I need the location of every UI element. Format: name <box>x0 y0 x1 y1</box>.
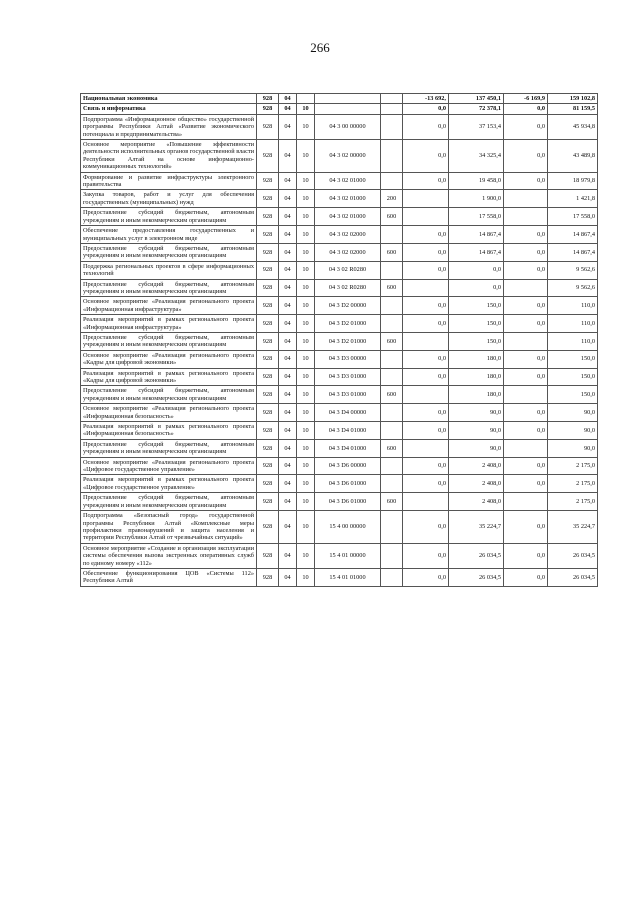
amount-total-2: 14 867,4 <box>548 226 598 244</box>
expense-type-code <box>381 543 403 568</box>
admin-code: 928 <box>257 94 279 104</box>
table-row <box>81 350 598 368</box>
amount-change-2: 0,0 <box>504 315 548 333</box>
subsection-code: 10 <box>297 422 315 440</box>
amount-total-2: 150,0 <box>548 368 598 386</box>
section-code: 04 <box>279 350 297 368</box>
amount-change-1 <box>403 279 449 297</box>
amount-total-2: 159 102,8 <box>548 94 598 104</box>
row-name: Основное мероприятие «Реализация регионального проекта «Кадры для цифровой экономики» <box>81 350 257 368</box>
target-article-code: 04 3 02 R0280 <box>315 261 381 279</box>
amount-total-2: 90,0 <box>548 439 598 457</box>
expense-type-code: 200 <box>381 190 403 208</box>
subsection-code: 10 <box>297 368 315 386</box>
amount-total-1: 90,0 <box>449 439 504 457</box>
subsection-code: 10 <box>297 104 315 114</box>
amount-change-2: 0,0 <box>504 422 548 440</box>
target-article-code: 04 3 00 00000 <box>315 114 381 139</box>
admin-code: 928 <box>257 543 279 568</box>
table-row <box>81 439 598 457</box>
section-code: 04 <box>279 261 297 279</box>
section-code: 04 <box>279 368 297 386</box>
section-code: 04 <box>279 315 297 333</box>
table-row <box>81 422 598 440</box>
target-article-code: 04 3 D2 00000 <box>315 297 381 315</box>
admin-code: 928 <box>257 208 279 226</box>
row-name: Реализация мероприятий в рамках регионального проекта «Информационная инфраструктура» <box>81 315 257 333</box>
admin-code: 928 <box>257 493 279 511</box>
expense-type-code: 600 <box>381 332 403 350</box>
table-row <box>81 511 598 544</box>
subsection-code: 10 <box>297 493 315 511</box>
expense-type-code: 600 <box>381 279 403 297</box>
table-row <box>81 114 598 139</box>
amount-change-1: 0,0 <box>403 543 449 568</box>
admin-code: 928 <box>257 226 279 244</box>
row-name: Предоставление субсидий бюджетным, автономным учреждениям и иным некоммерческим организациям <box>81 332 257 350</box>
amount-change-1: 0,0 <box>403 261 449 279</box>
target-article-code: 04 3 02 01000 <box>315 208 381 226</box>
table-row <box>81 297 598 315</box>
target-article-code <box>315 104 381 114</box>
amount-change-2 <box>504 493 548 511</box>
subsection-code: 10 <box>297 350 315 368</box>
amount-change-2: 0,0 <box>504 261 548 279</box>
amount-change-2: 0,0 <box>504 404 548 422</box>
admin-code: 928 <box>257 140 279 173</box>
amount-total-1: 17 558,0 <box>449 208 504 226</box>
amount-total-1: 90,0 <box>449 422 504 440</box>
amount-change-2: 0,0 <box>504 475 548 493</box>
expense-type-code <box>381 315 403 333</box>
section-code: 04 <box>279 297 297 315</box>
target-article-code: 15 4 01 01000 <box>315 568 381 586</box>
amount-change-2: 0,0 <box>504 104 548 114</box>
amount-change-2: 0,0 <box>504 368 548 386</box>
subsection-code: 10 <box>297 208 315 226</box>
amount-change-2 <box>504 279 548 297</box>
amount-total-1: 2 408,0 <box>449 475 504 493</box>
table-row <box>81 332 598 350</box>
section-code: 04 <box>279 457 297 475</box>
subsection-code: 10 <box>297 457 315 475</box>
budget-table <box>80 93 598 587</box>
amount-change-1: 0,0 <box>403 243 449 261</box>
subsection-code: 10 <box>297 140 315 173</box>
row-name: Подпрограмма «Безопасный город» государственной программы Республики Алтай «Комплексные меры профилактики правонарушений и защита населения и территории Республики Алтай от чрезвычайных ситуаций» <box>81 511 257 544</box>
section-code: 04 <box>279 439 297 457</box>
table-row <box>81 475 598 493</box>
amount-change-1 <box>403 208 449 226</box>
amount-total-1: 150,0 <box>449 297 504 315</box>
table-row <box>81 104 598 114</box>
target-article-code: 04 3 D3 01000 <box>315 368 381 386</box>
amount-total-2: 26 034,5 <box>548 568 598 586</box>
row-name: Реализация мероприятий в рамках регионального проекта «Цифровое государственное управление» <box>81 475 257 493</box>
subsection-code: 10 <box>297 279 315 297</box>
section-code: 04 <box>279 493 297 511</box>
amount-total-2: 110,0 <box>548 315 598 333</box>
target-article-code: 15 4 01 00000 <box>315 543 381 568</box>
amount-change-1 <box>403 386 449 404</box>
subsection-code: 10 <box>297 261 315 279</box>
expense-type-code <box>381 457 403 475</box>
amount-total-1: 26 034,5 <box>449 568 504 586</box>
amount-change-2: 0,0 <box>504 172 548 190</box>
amount-total-1: 150,0 <box>449 332 504 350</box>
amount-change-2: 0,0 <box>504 243 548 261</box>
target-article-code: 04 3 D3 00000 <box>315 350 381 368</box>
table-row <box>81 386 598 404</box>
row-name: Реализация мероприятий в рамках регионального проекта «Информационная безопасность» <box>81 422 257 440</box>
amount-total-2: 9 562,6 <box>548 261 598 279</box>
amount-change-1: 0,0 <box>403 172 449 190</box>
expense-type-code <box>381 261 403 279</box>
amount-total-1: 14 867,4 <box>449 243 504 261</box>
table-row <box>81 457 598 475</box>
expense-type-code <box>381 475 403 493</box>
admin-code: 928 <box>257 439 279 457</box>
target-article-code: 04 3 D6 01000 <box>315 493 381 511</box>
section-code: 04 <box>279 190 297 208</box>
target-article-code: 04 3 D6 01000 <box>315 475 381 493</box>
admin-code: 928 <box>257 350 279 368</box>
amount-change-2: 0,0 <box>504 297 548 315</box>
amount-change-1 <box>403 332 449 350</box>
target-article-code: 04 3 02 01000 <box>315 190 381 208</box>
amount-total-1: 72 378,1 <box>449 104 504 114</box>
amount-total-2: 110,0 <box>548 297 598 315</box>
amount-total-2: 2 175,0 <box>548 493 598 511</box>
target-article-code <box>315 94 381 104</box>
amount-total-2: 17 558,0 <box>548 208 598 226</box>
section-code: 04 <box>279 475 297 493</box>
row-name: Подпрограмма «Информационное общество» государственной программы Республики Алтай «Развитие экономического потенциала и предпринимательства» <box>81 114 257 139</box>
subsection-code: 10 <box>297 475 315 493</box>
amount-total-1: 34 325,4 <box>449 140 504 173</box>
amount-total-2: 35 224,7 <box>548 511 598 544</box>
row-name: Связь и информатика <box>81 104 257 114</box>
subsection-code: 10 <box>297 297 315 315</box>
amount-total-1: 180,0 <box>449 368 504 386</box>
admin-code: 928 <box>257 297 279 315</box>
row-name: Предоставление субсидий бюджетным, автономным учреждениям и иным некоммерческим организациям <box>81 439 257 457</box>
admin-code: 928 <box>257 261 279 279</box>
table-row <box>81 404 598 422</box>
amount-total-1: 180,0 <box>449 386 504 404</box>
amount-change-1: 0,0 <box>403 422 449 440</box>
amount-change-2: 0,0 <box>504 226 548 244</box>
subsection-code: 10 <box>297 114 315 139</box>
amount-change-1: 0,0 <box>403 511 449 544</box>
target-article-code: 15 4 00 00000 <box>315 511 381 544</box>
amount-total-2: 2 175,0 <box>548 475 598 493</box>
amount-total-1: 2 408,0 <box>449 493 504 511</box>
page-number: 266 <box>310 40 330 55</box>
subsection-code: 10 <box>297 226 315 244</box>
table-row <box>81 279 598 297</box>
amount-total-1: 1 900,0 <box>449 190 504 208</box>
table-row <box>81 368 598 386</box>
amount-total-1: 150,0 <box>449 315 504 333</box>
amount-total-1: 2 408,0 <box>449 457 504 475</box>
section-code: 04 <box>279 243 297 261</box>
amount-change-1 <box>403 439 449 457</box>
row-name: Основное мероприятие «Реализация регионального проекта «Информационная инфраструктура» <box>81 297 257 315</box>
section-code: 04 <box>279 543 297 568</box>
amount-change-1: 0,0 <box>403 104 449 114</box>
target-article-code: 04 3 D6 00000 <box>315 457 381 475</box>
row-name: Закупка товаров, работ и услуг для обеспечения государственных (муниципальных) нужд <box>81 190 257 208</box>
table-row <box>81 172 598 190</box>
amount-total-2: 1 421,8 <box>548 190 598 208</box>
amount-total-2: 150,0 <box>548 386 598 404</box>
amount-total-1: 35 224,7 <box>449 511 504 544</box>
target-article-code: 04 3 D3 01000 <box>315 386 381 404</box>
section-code: 04 <box>279 568 297 586</box>
amount-change-2 <box>504 439 548 457</box>
row-name: Поддержка региональных проектов в сфере информационных технологий <box>81 261 257 279</box>
admin-code: 928 <box>257 279 279 297</box>
admin-code: 928 <box>257 368 279 386</box>
row-name: Формирование и развитие инфраструктуры электронного правительства <box>81 172 257 190</box>
amount-total-2: 18 979,8 <box>548 172 598 190</box>
amount-change-1: 0,0 <box>403 457 449 475</box>
amount-total-1: 90,0 <box>449 404 504 422</box>
amount-change-2: -6 169,9 <box>504 94 548 104</box>
subsection-code: 10 <box>297 243 315 261</box>
expense-type-code <box>381 297 403 315</box>
amount-change-1: 0,0 <box>403 226 449 244</box>
row-name: Основное мероприятие «Реализация регионального проекта «Информационная безопасность» <box>81 404 257 422</box>
amount-change-2 <box>504 208 548 226</box>
admin-code: 928 <box>257 315 279 333</box>
row-name: Обеспечение предоставления государственных и муниципальных услуг в электронном виде <box>81 226 257 244</box>
amount-change-2: 0,0 <box>504 511 548 544</box>
amount-total-1: 26 034,5 <box>449 543 504 568</box>
amount-total-2: 9 562,6 <box>548 279 598 297</box>
row-name: Предоставление субсидий бюджетным, автономным учреждениям и иным некоммерческим организациям <box>81 208 257 226</box>
expense-type-code: 600 <box>381 208 403 226</box>
subsection-code: 10 <box>297 543 315 568</box>
amount-change-2: 0,0 <box>504 350 548 368</box>
amount-change-2 <box>504 386 548 404</box>
section-code: 04 <box>279 226 297 244</box>
row-name: Предоставление субсидий бюджетным, автономным учреждениям и иным некоммерческим организациям <box>81 386 257 404</box>
table-row <box>81 140 598 173</box>
amount-total-1: 0,0 <box>449 279 504 297</box>
amount-change-2: 0,0 <box>504 457 548 475</box>
admin-code: 928 <box>257 243 279 261</box>
section-code: 04 <box>279 172 297 190</box>
target-article-code: 04 3 02 02000 <box>315 226 381 244</box>
section-code: 04 <box>279 94 297 104</box>
subsection-code: 10 <box>297 568 315 586</box>
expense-type-code <box>381 422 403 440</box>
section-code: 04 <box>279 511 297 544</box>
row-name: Обеспечение функционирования ЦОВ «Системы 112» Республики Алтай <box>81 568 257 586</box>
expense-type-code: 600 <box>381 243 403 261</box>
amount-total-2: 150,0 <box>548 350 598 368</box>
expense-type-code: 600 <box>381 439 403 457</box>
amount-change-1 <box>403 493 449 511</box>
amount-change-1: 0,0 <box>403 297 449 315</box>
expense-type-code <box>381 114 403 139</box>
amount-change-2: 0,0 <box>504 140 548 173</box>
amount-total-1: 14 867,4 <box>449 226 504 244</box>
amount-change-1: 0,0 <box>403 404 449 422</box>
subsection-code: 10 <box>297 511 315 544</box>
amount-change-2 <box>504 190 548 208</box>
amount-change-1 <box>403 190 449 208</box>
amount-change-1: -13 692, <box>403 94 449 104</box>
subsection-code: 10 <box>297 332 315 350</box>
amount-total-2: 14 867,4 <box>548 243 598 261</box>
subsection-code: 10 <box>297 172 315 190</box>
admin-code: 928 <box>257 511 279 544</box>
amount-total-2: 26 034,5 <box>548 543 598 568</box>
expense-type-code: 600 <box>381 386 403 404</box>
amount-change-1: 0,0 <box>403 315 449 333</box>
amount-total-2: 43 489,8 <box>548 140 598 173</box>
expense-type-code <box>381 104 403 114</box>
admin-code: 928 <box>257 172 279 190</box>
row-name: Основное мероприятие «Создание и организация эксплуатации системы обеспечения вызова экстренных оперативных служб по единому номеру «112» <box>81 543 257 568</box>
amount-change-2: 0,0 <box>504 543 548 568</box>
table-row <box>81 208 598 226</box>
section-code: 04 <box>279 422 297 440</box>
table-row <box>81 190 598 208</box>
amount-change-2: 0,0 <box>504 568 548 586</box>
amount-total-1: 137 450,1 <box>449 94 504 104</box>
subsection-code: 10 <box>297 439 315 457</box>
section-code: 04 <box>279 104 297 114</box>
table-row <box>81 315 598 333</box>
section-code: 04 <box>279 404 297 422</box>
admin-code: 928 <box>257 422 279 440</box>
amount-change-1: 0,0 <box>403 475 449 493</box>
admin-code: 928 <box>257 568 279 586</box>
row-name: Основное мероприятие «Повышение эффективности деятельности исполнительных органов государственной власти Республики Алтай на основе информационно-коммуникационных технологий» <box>81 140 257 173</box>
section-code: 04 <box>279 386 297 404</box>
amount-total-2: 90,0 <box>548 422 598 440</box>
subsection-code: 10 <box>297 190 315 208</box>
amount-change-2 <box>504 332 548 350</box>
admin-code: 928 <box>257 104 279 114</box>
target-article-code: 04 3 02 02000 <box>315 243 381 261</box>
amount-total-2: 45 934,8 <box>548 114 598 139</box>
row-name: Предоставление субсидий бюджетным, автономным учреждениям и иным некоммерческим организациям <box>81 493 257 511</box>
expense-type-code <box>381 140 403 173</box>
amount-change-1: 0,0 <box>403 114 449 139</box>
amount-total-2: 2 175,0 <box>548 457 598 475</box>
subsection-code: 10 <box>297 315 315 333</box>
section-code: 04 <box>279 114 297 139</box>
table-row <box>81 243 598 261</box>
expense-type-code <box>381 172 403 190</box>
expense-type-code <box>381 226 403 244</box>
subsection-code <box>297 94 315 104</box>
amount-change-2: 0,0 <box>504 114 548 139</box>
table-row <box>81 261 598 279</box>
admin-code: 928 <box>257 475 279 493</box>
expense-type-code <box>381 94 403 104</box>
amount-change-1: 0,0 <box>403 350 449 368</box>
amount-change-1: 0,0 <box>403 568 449 586</box>
subsection-code: 10 <box>297 404 315 422</box>
row-name: Национальная экономика <box>81 94 257 104</box>
target-article-code: 04 3 D4 01000 <box>315 422 381 440</box>
admin-code: 928 <box>257 332 279 350</box>
target-article-code: 04 3 D2 01000 <box>315 332 381 350</box>
expense-type-code: 600 <box>381 493 403 511</box>
table-row <box>81 493 598 511</box>
row-name: Реализация мероприятий в рамках регионального проекта «Кадры для цифровой экономики» <box>81 368 257 386</box>
section-code: 04 <box>279 140 297 173</box>
amount-change-1: 0,0 <box>403 140 449 173</box>
admin-code: 928 <box>257 404 279 422</box>
amount-total-1: 0,0 <box>449 261 504 279</box>
expense-type-code <box>381 404 403 422</box>
table-row <box>81 568 598 586</box>
row-name: Основное мероприятие «Реализация регионального проекта «Цифровое государственное управление» <box>81 457 257 475</box>
target-article-code: 04 3 D4 01000 <box>315 439 381 457</box>
amount-total-1: 180,0 <box>449 350 504 368</box>
amount-total-2: 81 159,5 <box>548 104 598 114</box>
expense-type-code <box>381 368 403 386</box>
amount-total-1: 19 458,0 <box>449 172 504 190</box>
target-article-code: 04 3 D4 00000 <box>315 404 381 422</box>
expense-type-code <box>381 350 403 368</box>
row-name: Предоставление субсидий бюджетным, автономным учреждениям и иным некоммерческим организациям <box>81 279 257 297</box>
amount-total-2: 110,0 <box>548 332 598 350</box>
admin-code: 928 <box>257 114 279 139</box>
admin-code: 928 <box>257 457 279 475</box>
expense-type-code <box>381 568 403 586</box>
table-row <box>81 226 598 244</box>
target-article-code: 04 3 02 00000 <box>315 140 381 173</box>
table-row <box>81 94 598 104</box>
subsection-code: 10 <box>297 386 315 404</box>
table-row <box>81 543 598 568</box>
section-code: 04 <box>279 208 297 226</box>
section-code: 04 <box>279 332 297 350</box>
row-name: Предоставление субсидий бюджетным, автономным учреждениям и иным некоммерческим организациям <box>81 243 257 261</box>
amount-total-2: 90,0 <box>548 404 598 422</box>
amount-total-1: 37 153,4 <box>449 114 504 139</box>
target-article-code: 04 3 02 R0280 <box>315 279 381 297</box>
admin-code: 928 <box>257 386 279 404</box>
amount-change-1: 0,0 <box>403 368 449 386</box>
target-article-code: 04 3 02 01000 <box>315 172 381 190</box>
admin-code: 928 <box>257 190 279 208</box>
target-article-code: 04 3 D2 01000 <box>315 315 381 333</box>
section-code: 04 <box>279 279 297 297</box>
expense-type-code <box>381 511 403 544</box>
